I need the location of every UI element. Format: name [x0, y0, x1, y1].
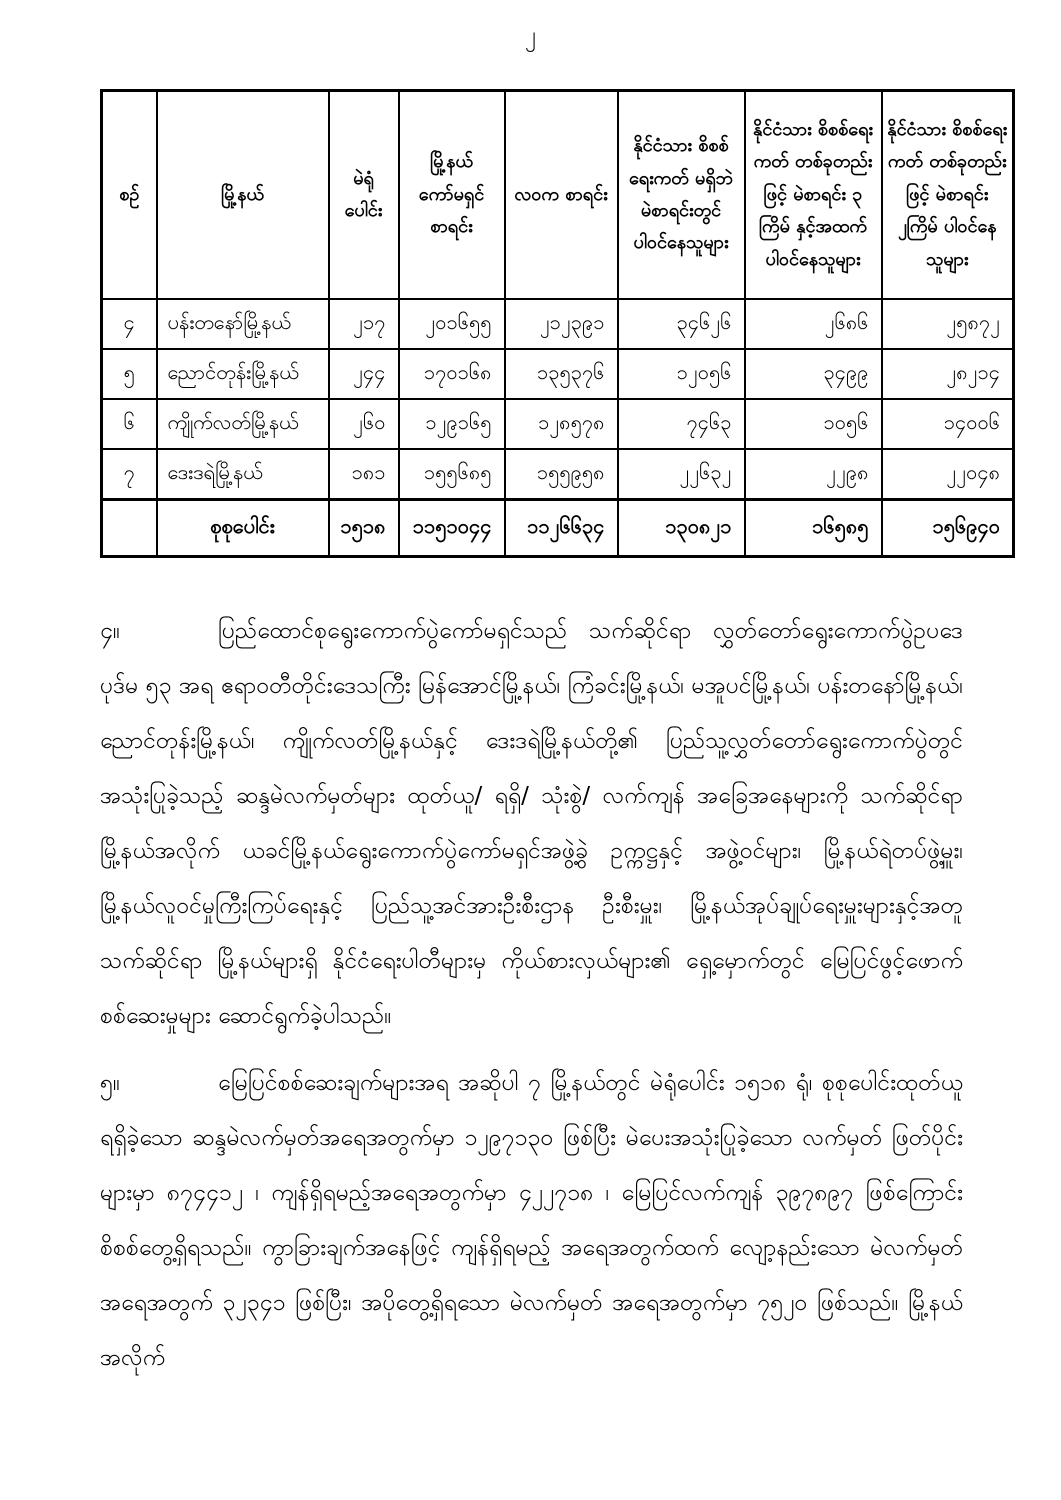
cell-township: ကျိုက်လတ်မြို့နယ် [157, 399, 329, 449]
cell-commission: ၁၂၉၁၆၅ [399, 399, 505, 449]
table-row [102, 349, 1014, 399]
cell-no-nrc: ၁၂၀၅၆ [618, 349, 745, 399]
cell-serial: ၇ [102, 449, 157, 500]
voter-list-table [100, 89, 1015, 558]
cell-three-plus: ၂၂၉၈ [745, 449, 882, 500]
cell-total-two-times: ၁၅၆၉၄၀ [882, 500, 1014, 557]
cell-serial: ၄ [102, 299, 157, 349]
cell-commission: ၁၅၅၆၈၅ [399, 449, 505, 500]
table-header-row [102, 91, 1014, 300]
cell-no-nrc: ၇၄၆၃ [618, 399, 745, 449]
cell-township: ဒေးဒရဲမြို့နယ် [157, 449, 329, 500]
cell-stations: ၂၁၇ [329, 299, 399, 349]
cell-township: ပန်းတနော်မြို့နယ် [157, 299, 329, 349]
header-commission-list: မြို့နယ် ကော်မရှင် စာရင်း [399, 91, 505, 300]
paragraph-4-number: ၄။ [100, 618, 120, 644]
paragraph-5-number: ၅။ [100, 1070, 120, 1096]
table-row [102, 399, 1014, 449]
header-three-plus-times: နိုင်ငံသား စိစစ်ရေးကတ် တစ်ခုတည်းဖြင့် မဲစာရင်း ၃ ကြိမ် နှင့်အထက် ပါဝင်နေသူများ [745, 91, 882, 300]
cell-two-times: ၁၄၀၀၆ [882, 399, 1014, 449]
header-immigration-list: လဝက စာရင်း [505, 91, 618, 300]
cell-immigration: ၁၃၅၃၇၆ [505, 349, 618, 399]
cell-three-plus: ၂၆၈၆ [745, 299, 882, 349]
cell-three-plus: ၃၄၉၉ [745, 349, 882, 399]
header-township: မြို့နယ် [157, 91, 329, 300]
cell-no-nrc: ၂၂၆၃၂ [618, 449, 745, 500]
cell-serial: ၆ [102, 399, 157, 449]
cell-immigration: ၁၂၈၅၇၈ [505, 399, 618, 449]
cell-total-no-nrc: ၁၃၀၈၂၁ [618, 500, 745, 557]
header-two-times: နိုင်ငံသား စိစစ်ရေးကတ် တစ်ခုတည်းဖြင့် မဲစာရင်း ၂ကြိမ် ပါဝင်နေသူများ [882, 91, 1014, 300]
cell-township: ညောင်တုန်းမြို့နယ် [157, 349, 329, 399]
header-polling-stations: မဲရုံ ပေါင်း [329, 91, 399, 300]
table-header [102, 91, 1014, 300]
table-row [102, 449, 1014, 500]
cell-three-plus: ၁၀၅၆ [745, 399, 882, 449]
cell-two-times: ၂၅၈၇၂ [882, 299, 1014, 349]
cell-serial: ၅ [102, 349, 157, 399]
cell-stations: ၂၆၀ [329, 399, 399, 449]
cell-stations: ၂၄၄ [329, 349, 399, 399]
cell-total-three-plus: ၁၆၅၈၅ [745, 500, 882, 557]
cell-serial-empty [102, 500, 157, 557]
page-number: ၂ [525, 23, 536, 48]
cell-commission: ၂၀၁၆၅၅ [399, 299, 505, 349]
cell-total-stations: ၁၅၁၈ [329, 500, 399, 557]
cell-stations: ၁၈၁ [329, 449, 399, 500]
cell-two-times: ၂၂၀၄၈ [882, 449, 1014, 500]
cell-two-times: ၂၈၂၁၄ [882, 349, 1014, 399]
table-body [102, 299, 1014, 557]
paragraph-4-text: ပြည်ထောင်စုရွေးကောက်ပွဲကော်မရှင်သည် သက်ဆိုင်ရာ လွှတ်တော်ရွေးကောက်ပွဲဥပဒေ ပုဒ်မ ၅၃ အရ ဧရာဝတီတိုင်းဒေသကြီး မြန်အောင်မြို့နယ်၊ ကြံခင်းမြို့နယ်၊ မအူပင်မြို့နယ်၊ ပန်းတနော်မြို့နယ်၊ ညောင်တုန်းမြို့နယ်၊ ကျိုက်လတ်မြို့နယ်နှင့် ဒေးဒရဲမြို့နယ်တို့၏ ပြည်သူ့လွှတ်တော်ရွေးကောက်ပွဲတွင် အသုံးပြုခဲ့သည့် ဆန္ဒမဲလက်မှတ်များ ထုတ်ယူ/ ရရှိ/ သုံးစွဲ/ လက်ကျန် အခြေအနေများကို သက်ဆိုင်ရာ မြို့နယ်အလိုက် ယခင်မြို့နယ်ရွေးကောက်ပွဲကော်မရှင်အဖွဲ့ခွဲ ဥက္ကဋ္ဌနှင့် အဖွဲ့ဝင်များ၊ မြို့နယ်ရဲတပ်ဖွဲ့မှူး၊ မြို့နယ်လူဝင်မှုကြီးကြပ်ရေးနှင့် ပြည်သူ့အင်အားဦးစီးဌာန ဦးစီးမှူး၊ မြို့နယ်အုပ်ချုပ်ရေးမှူးများနှင့်အတူ သက်ဆိုင်ရာ မြို့နယ်များရှိ နိုင်ငံရေးပါတီများမှ ကိုယ်စားလှယ်များ၏ ရှေ့မှောက်တွင် မြေပြင်ဖွင့်ဖောက်စစ်ဆေးမှုများ ဆောင်ရွက်ခဲ့ပါသည်။ [100, 618, 963, 1029]
table-total-row [102, 500, 1014, 557]
table-row [102, 299, 1014, 349]
cell-no-nrc: ၃၄၆၂၆ [618, 299, 745, 349]
cell-commission: ၁၇၀၁၆၈ [399, 349, 505, 399]
cell-total-label: စုစုပေါင်း [157, 500, 329, 557]
header-serial: စဉ် [102, 91, 157, 300]
paragraph-5-text: မြေပြင်စစ်ဆေးချက်များအရ အဆိုပါ ၇ မြို့နယ်တွင် မဲရုံပေါင်း ၁၅၁၈ ရုံ၊ စုစုပေါင်းထုတ်ယူ ရရှိခဲ့သော ဆန္ဒမဲလက်မှတ်အရေအတွက်မှာ ၁၂၉၇၁၃၀ ဖြစ်ပြီး မဲပေးအသုံးပြုခဲ့သော လက်မှတ် ဖြတ်ပိုင်းများမှာ ၈၇၄၄၁၂ ၊ ကျန်ရှိရမည့်အရေအတွက်မှာ ၄၂၂၇၁၈ ၊ မြေပြင်လက်ကျန် ၃၉၇၈၉၇ ဖြစ်ကြောင်း စိစစ်တွေ့ရှိရသည်။ ကွာခြားချက်အနေဖြင့် ကျန်ရှိရမည့် အရေအတွက်ထက် လျော့နည်းသော မဲလက်မှတ်အရေအတွက် ၃၂၃၄၁ ဖြစ်ပြီး၊ အပိုတွေ့ရှိရသော မဲလက်မှတ် အရေအတွက်မှာ ၇၅၂၀ ဖြစ်သည်။ မြို့နယ်အလိုက် [100, 1070, 963, 1371]
cell-total-immigration: ၁၁၂၆၆၃၄ [505, 500, 618, 557]
cell-immigration: ၂၁၂၃၉၁ [505, 299, 618, 349]
cell-total-commission: ၁၁၅၁၀၄၄ [399, 500, 505, 557]
cell-immigration: ၁၅၅၉၅၈ [505, 449, 618, 500]
paragraph-5 [100, 1056, 963, 1386]
paragraph-4 [100, 604, 963, 1044]
header-no-nrc: နိုင်ငံသား စိစစ်ရေးကတ် မရှိဘဲ မဲစာရင်းတွင် ပါဝင်နေသူများ [618, 91, 745, 300]
